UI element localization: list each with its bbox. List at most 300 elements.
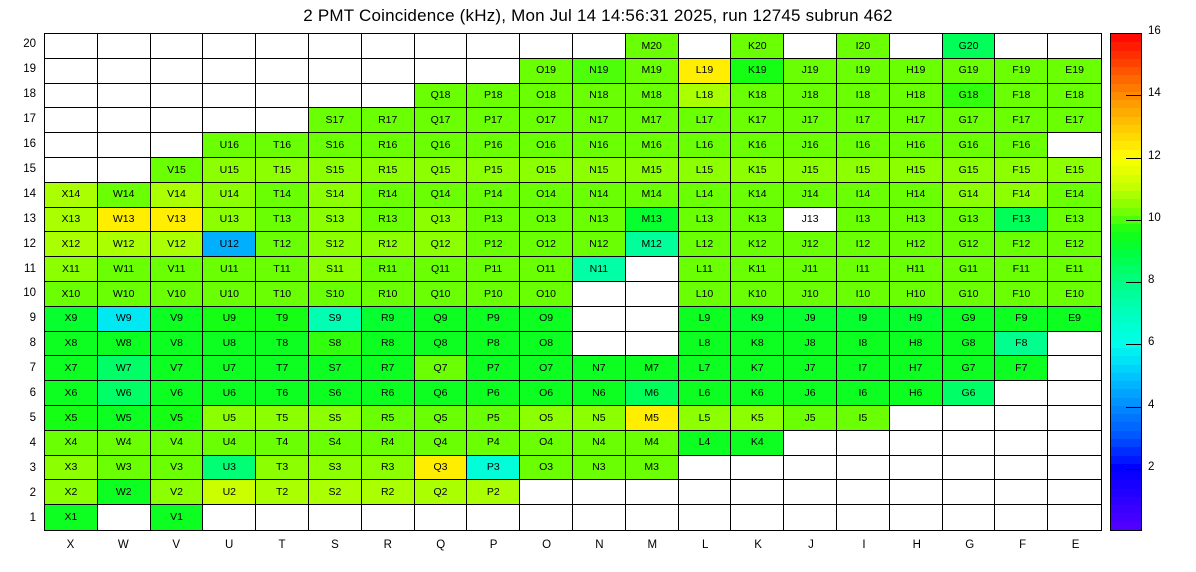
heatmap-cell-k10[interactable]: K10 — [731, 282, 784, 307]
heatmap-cell-r8[interactable]: R8 — [362, 332, 415, 357]
heatmap-cell-s9[interactable]: S9 — [309, 307, 362, 332]
heatmap-cell-f16[interactable]: F16 — [995, 133, 1048, 158]
heatmap-cell-l15[interactable]: L15 — [679, 158, 732, 183]
heatmap-cell-g14[interactable]: G14 — [943, 183, 996, 208]
heatmap-cell-h10[interactable]: H10 — [890, 282, 943, 307]
heatmap-cell-k16[interactable]: K16 — [731, 133, 784, 158]
heatmap-cell-f13[interactable]: F13 — [995, 208, 1048, 233]
heatmap-cell-m6[interactable]: M6 — [626, 381, 679, 406]
heatmap-cell-v9[interactable]: V9 — [151, 307, 204, 332]
heatmap-cell-i16[interactable]: I16 — [837, 133, 890, 158]
heatmap-cell-q12[interactable]: Q12 — [415, 232, 468, 257]
heatmap-cell-empty — [943, 406, 996, 431]
heatmap-cell-p15[interactable]: P15 — [467, 158, 520, 183]
heatmap-cell-g12[interactable]: G12 — [943, 232, 996, 257]
heatmap-cell-p18[interactable]: P18 — [467, 84, 520, 109]
heatmap-cell-j9[interactable]: J9 — [784, 307, 837, 332]
heatmap-cell-t3[interactable]: T3 — [256, 456, 309, 481]
heatmap-cell-i8[interactable]: I8 — [837, 332, 890, 357]
heatmap-cell-w7[interactable]: W7 — [98, 356, 151, 381]
heatmap-cell-o11[interactable]: O11 — [520, 257, 573, 282]
heatmap-cell-u16[interactable]: U16 — [203, 133, 256, 158]
heatmap-cell-n17[interactable]: N17 — [573, 108, 626, 133]
heatmap-cell-x13[interactable]: X13 — [45, 208, 98, 233]
heatmap-cell-q16[interactable]: Q16 — [415, 133, 468, 158]
heatmap-cell-q9[interactable]: Q9 — [415, 307, 468, 332]
heatmap-cell-q11[interactable]: Q11 — [415, 257, 468, 282]
heatmap-cell-p13[interactable]: P13 — [467, 208, 520, 233]
heatmap-cell-f14[interactable]: F14 — [995, 183, 1048, 208]
heatmap-cell-s4[interactable]: S4 — [309, 431, 362, 456]
heatmap-cell-g19[interactable]: G19 — [943, 59, 996, 84]
heatmap-cell-p3[interactable]: P3 — [467, 456, 520, 481]
heatmap-cell-v2[interactable]: V2 — [151, 480, 204, 505]
heatmap-cell-g15[interactable]: G15 — [943, 158, 996, 183]
heatmap-cell-e11[interactable]: E11 — [1048, 257, 1101, 282]
heatmap-cell-s6[interactable]: S6 — [309, 381, 362, 406]
heatmap-cell-k18[interactable]: K18 — [731, 84, 784, 109]
heatmap-cell-i5[interactable]: I5 — [837, 406, 890, 431]
heatmap-cell-r16[interactable]: R16 — [362, 133, 415, 158]
heatmap-cell-i19[interactable]: I19 — [837, 59, 890, 84]
heatmap-cell-x9[interactable]: X9 — [45, 307, 98, 332]
heatmap-cell-m19[interactable]: M19 — [626, 59, 679, 84]
heatmap-cell-h18[interactable]: H18 — [890, 84, 943, 109]
heatmap-cell-s14[interactable]: S14 — [309, 183, 362, 208]
heatmap-cell-k4[interactable]: K4 — [731, 431, 784, 456]
heatmap-cell-g13[interactable]: G13 — [943, 208, 996, 233]
heatmap-cell-u10[interactable]: U10 — [203, 282, 256, 307]
heatmap-cell-s8[interactable]: S8 — [309, 332, 362, 357]
heatmap-cell-q15[interactable]: Q15 — [415, 158, 468, 183]
heatmap-cell-l19[interactable]: L19 — [679, 59, 732, 84]
heatmap-cell-l16[interactable]: L16 — [679, 133, 732, 158]
heatmap-cell-x14[interactable]: X14 — [45, 183, 98, 208]
heatmap-cell-h11[interactable]: H11 — [890, 257, 943, 282]
heatmap-cell-w3[interactable]: W3 — [98, 456, 151, 481]
heatmap-cell-t13[interactable]: T13 — [256, 208, 309, 233]
heatmap-cell-x11[interactable]: X11 — [45, 257, 98, 282]
heatmap-cell-r10[interactable]: R10 — [362, 282, 415, 307]
heatmap-cell-n4[interactable]: N4 — [573, 431, 626, 456]
heatmap-cell-x5[interactable]: X5 — [45, 406, 98, 431]
heatmap-cell-o12[interactable]: O12 — [520, 232, 573, 257]
heatmap-cell-k7[interactable]: K7 — [731, 356, 784, 381]
heatmap-cell-j14[interactable]: J14 — [784, 183, 837, 208]
heatmap-cell-g6[interactable]: G6 — [943, 381, 996, 406]
heatmap-cell-x10[interactable]: X10 — [45, 282, 98, 307]
heatmap-cell-l17[interactable]: L17 — [679, 108, 732, 133]
heatmap-cell-o18[interactable]: O18 — [520, 84, 573, 109]
heatmap-cell-v5[interactable]: V5 — [151, 406, 204, 431]
heatmap-cell-j15[interactable]: J15 — [784, 158, 837, 183]
heatmap-cell-t4[interactable]: T4 — [256, 431, 309, 456]
heatmap-cell-l9[interactable]: L9 — [679, 307, 732, 332]
heatmap-cell-i17[interactable]: I17 — [837, 108, 890, 133]
heatmap-cell-s17[interactable]: S17 — [309, 108, 362, 133]
heatmap-cell-p11[interactable]: P11 — [467, 257, 520, 282]
heatmap-cell-i9[interactable]: I9 — [837, 307, 890, 332]
heatmap-cell-k13[interactable]: K13 — [731, 208, 784, 233]
heatmap-cell-w2[interactable]: W2 — [98, 480, 151, 505]
heatmap-cell-p4[interactable]: P4 — [467, 431, 520, 456]
heatmap-cell-h17[interactable]: H17 — [890, 108, 943, 133]
heatmap-cell-w4[interactable]: W4 — [98, 431, 151, 456]
heatmap-cell-f15[interactable]: F15 — [995, 158, 1048, 183]
heatmap-cell-k14[interactable]: K14 — [731, 183, 784, 208]
heatmap-cell-r7[interactable]: R7 — [362, 356, 415, 381]
heatmap-cell-s12[interactable]: S12 — [309, 232, 362, 257]
heatmap-cell-w12[interactable]: W12 — [98, 232, 151, 257]
heatmap-cell-l7[interactable]: L7 — [679, 356, 732, 381]
heatmap-cell-x2[interactable]: X2 — [45, 480, 98, 505]
heatmap-cell-o9[interactable]: O9 — [520, 307, 573, 332]
heatmap-cell-v15[interactable]: V15 — [151, 158, 204, 183]
heatmap-cell-g11[interactable]: G11 — [943, 257, 996, 282]
heatmap-cell-j18[interactable]: J18 — [784, 84, 837, 109]
heatmap-cell-n5[interactable]: N5 — [573, 406, 626, 431]
heatmap-cell-e18[interactable]: E18 — [1048, 84, 1101, 109]
heatmap-cell-q8[interactable]: Q8 — [415, 332, 468, 357]
heatmap-cell-h19[interactable]: H19 — [890, 59, 943, 84]
heatmap-cell-i7[interactable]: I7 — [837, 356, 890, 381]
heatmap-cell-e13[interactable]: E13 — [1048, 208, 1101, 233]
heatmap-cell-p7[interactable]: P7 — [467, 356, 520, 381]
heatmap-cell-o15[interactable]: O15 — [520, 158, 573, 183]
heatmap-cell-m4[interactable]: M4 — [626, 431, 679, 456]
heatmap-cell-h16[interactable]: H16 — [890, 133, 943, 158]
heatmap-cell-v1[interactable]: V1 — [151, 505, 204, 530]
heatmap-cell-u7[interactable]: U7 — [203, 356, 256, 381]
heatmap-cell-u13[interactable]: U13 — [203, 208, 256, 233]
heatmap-cell-s5[interactable]: S5 — [309, 406, 362, 431]
heatmap-cell-l13[interactable]: L13 — [679, 208, 732, 233]
heatmap-cell-g18[interactable]: G18 — [943, 84, 996, 109]
heatmap-cell-f19[interactable]: F19 — [995, 59, 1048, 84]
heatmap-cell-m20[interactable]: M20 — [626, 34, 679, 59]
heatmap-cell-w14[interactable]: W14 — [98, 183, 151, 208]
heatmap-cell-i11[interactable]: I11 — [837, 257, 890, 282]
heatmap-cell-s15[interactable]: S15 — [309, 158, 362, 183]
heatmap-cell-s2[interactable]: S2 — [309, 480, 362, 505]
heatmap-cell-l10[interactable]: L10 — [679, 282, 732, 307]
heatmap-cell-u9[interactable]: U9 — [203, 307, 256, 332]
heatmap-cell-i10[interactable]: I10 — [837, 282, 890, 307]
heatmap-cell-m16[interactable]: M16 — [626, 133, 679, 158]
heatmap-cell-o5[interactable]: O5 — [520, 406, 573, 431]
heatmap-cell-m14[interactable]: M14 — [626, 183, 679, 208]
heatmap-cell-i15[interactable]: I15 — [837, 158, 890, 183]
heatmap-cell-m5[interactable]: M5 — [626, 406, 679, 431]
heatmap-cell-r9[interactable]: R9 — [362, 307, 415, 332]
heatmap-cell-n15[interactable]: N15 — [573, 158, 626, 183]
heatmap-cell-g7[interactable]: G7 — [943, 356, 996, 381]
heatmap-cell-h6[interactable]: H6 — [890, 381, 943, 406]
heatmap-cell-r13[interactable]: R13 — [362, 208, 415, 233]
heatmap-cell-q5[interactable]: Q5 — [415, 406, 468, 431]
heatmap-cell-o17[interactable]: O17 — [520, 108, 573, 133]
heatmap-cell-h8[interactable]: H8 — [890, 332, 943, 357]
heatmap-cell-n3[interactable]: N3 — [573, 456, 626, 481]
heatmap-cell-k11[interactable]: K11 — [731, 257, 784, 282]
heatmap-cell-o13[interactable]: O13 — [520, 208, 573, 233]
heatmap-cell-q6[interactable]: Q6 — [415, 381, 468, 406]
heatmap-cell-e9[interactable]: E9 — [1048, 307, 1101, 332]
heatmap-cell-r14[interactable]: R14 — [362, 183, 415, 208]
heatmap-cell-r2[interactable]: R2 — [362, 480, 415, 505]
heatmap-cell-t16[interactable]: T16 — [256, 133, 309, 158]
heatmap-cell-m12[interactable]: M12 — [626, 232, 679, 257]
heatmap-cell-v8[interactable]: V8 — [151, 332, 204, 357]
heatmap-cell-s16[interactable]: S16 — [309, 133, 362, 158]
heatmap-cell-e15[interactable]: E15 — [1048, 158, 1101, 183]
heatmap-cell-n6[interactable]: N6 — [573, 381, 626, 406]
heatmap-cell-v13[interactable]: V13 — [151, 208, 204, 233]
heatmap-cell-n16[interactable]: N16 — [573, 133, 626, 158]
heatmap-cell-k15[interactable]: K15 — [731, 158, 784, 183]
heatmap-cell-k8[interactable]: K8 — [731, 332, 784, 357]
heatmap-cell-o10[interactable]: O10 — [520, 282, 573, 307]
heatmap-cell-x4[interactable]: X4 — [45, 431, 98, 456]
heatmap-cell-j17[interactable]: J17 — [784, 108, 837, 133]
heatmap-cell-q2[interactable]: Q2 — [415, 480, 468, 505]
heatmap-cell-n13[interactable]: N13 — [573, 208, 626, 233]
heatmap-cell-r4[interactable]: R4 — [362, 431, 415, 456]
heatmap-cell-t6[interactable]: T6 — [256, 381, 309, 406]
heatmap-cell-n18[interactable]: N18 — [573, 84, 626, 109]
heatmap-cell-k9[interactable]: K9 — [731, 307, 784, 332]
heatmap-cell-h14[interactable]: H14 — [890, 183, 943, 208]
heatmap-cell-w5[interactable]: W5 — [98, 406, 151, 431]
heatmap-cell-o4[interactable]: O4 — [520, 431, 573, 456]
heatmap-cell-k20[interactable]: K20 — [731, 34, 784, 59]
heatmap-cell-x1[interactable]: X1 — [45, 505, 98, 530]
heatmap-cell-i14[interactable]: I14 — [837, 183, 890, 208]
heatmap-cell-s13[interactable]: S13 — [309, 208, 362, 233]
heatmap-cell-l8[interactable]: L8 — [679, 332, 732, 357]
heatmap-cell-n7[interactable]: N7 — [573, 356, 626, 381]
heatmap-cell-m17[interactable]: M17 — [626, 108, 679, 133]
heatmap-cell-u11[interactable]: U11 — [203, 257, 256, 282]
heatmap-cell-m3[interactable]: M3 — [626, 456, 679, 481]
heatmap-cell-s7[interactable]: S7 — [309, 356, 362, 381]
heatmap-cell-j12[interactable]: J12 — [784, 232, 837, 257]
heatmap-cell-f17[interactable]: F17 — [995, 108, 1048, 133]
heatmap-cell-w11[interactable]: W11 — [98, 257, 151, 282]
heatmap-cell-i18[interactable]: I18 — [837, 84, 890, 109]
heatmap-cell-k5[interactable]: K5 — [731, 406, 784, 431]
heatmap-cell-u8[interactable]: U8 — [203, 332, 256, 357]
heatmap-cell-p8[interactable]: P8 — [467, 332, 520, 357]
heatmap-cell-j16[interactable]: J16 — [784, 133, 837, 158]
heatmap-cell-f9[interactable]: F9 — [995, 307, 1048, 332]
heatmap-cell-s3[interactable]: S3 — [309, 456, 362, 481]
heatmap-cell-o8[interactable]: O8 — [520, 332, 573, 357]
heatmap-cell-p2[interactable]: P2 — [467, 480, 520, 505]
heatmap-cell-x8[interactable]: X8 — [45, 332, 98, 357]
heatmap-cell-p16[interactable]: P16 — [467, 133, 520, 158]
heatmap-cell-h12[interactable]: H12 — [890, 232, 943, 257]
heatmap-cell-r11[interactable]: R11 — [362, 257, 415, 282]
heatmap-cell-g10[interactable]: G10 — [943, 282, 996, 307]
heatmap-cell-j6[interactable]: J6 — [784, 381, 837, 406]
heatmap-cell-f8[interactable]: F8 — [995, 332, 1048, 357]
heatmap-cell-l4[interactable]: L4 — [679, 431, 732, 456]
heatmap-cell-l18[interactable]: L18 — [679, 84, 732, 109]
heatmap-cell-u15[interactable]: U15 — [203, 158, 256, 183]
heatmap-cell-k19[interactable]: K19 — [731, 59, 784, 84]
heatmap-cell-n11[interactable]: N11 — [573, 257, 626, 282]
heatmap-cell-v14[interactable]: V14 — [151, 183, 204, 208]
heatmap-cell-t11[interactable]: T11 — [256, 257, 309, 282]
heatmap-cell-p9[interactable]: P9 — [467, 307, 520, 332]
heatmap-cell-q17[interactable]: Q17 — [415, 108, 468, 133]
heatmap-cell-o7[interactable]: O7 — [520, 356, 573, 381]
heatmap-cell-q7[interactable]: Q7 — [415, 356, 468, 381]
heatmap-cell-f12[interactable]: F12 — [995, 232, 1048, 257]
heatmap-cell-o14[interactable]: O14 — [520, 183, 573, 208]
heatmap-cell-n14[interactable]: N14 — [573, 183, 626, 208]
heatmap-cell-e14[interactable]: E14 — [1048, 183, 1101, 208]
heatmap-cell-v10[interactable]: V10 — [151, 282, 204, 307]
heatmap-cell-o6[interactable]: O6 — [520, 381, 573, 406]
heatmap-cell-g8[interactable]: G8 — [943, 332, 996, 357]
heatmap-cell-j5[interactable]: J5 — [784, 406, 837, 431]
heatmap-cell-w10[interactable]: W10 — [98, 282, 151, 307]
heatmap-cell-w9[interactable]: W9 — [98, 307, 151, 332]
heatmap-cell-j8[interactable]: J8 — [784, 332, 837, 357]
heatmap-cell-u14[interactable]: U14 — [203, 183, 256, 208]
heatmap-cell-f11[interactable]: F11 — [995, 257, 1048, 282]
heatmap-cell-p5[interactable]: P5 — [467, 406, 520, 431]
heatmap-cell-l14[interactable]: L14 — [679, 183, 732, 208]
heatmap-cell-l6[interactable]: L6 — [679, 381, 732, 406]
heatmap-cell-j13[interactable]: J13 — [784, 208, 837, 233]
heatmap-cell-q10[interactable]: Q10 — [415, 282, 468, 307]
heatmap-cell-r3[interactable]: R3 — [362, 456, 415, 481]
heatmap-cell-i13[interactable]: I13 — [837, 208, 890, 233]
heatmap-cell-v11[interactable]: V11 — [151, 257, 204, 282]
heatmap-cell-u3[interactable]: U3 — [203, 456, 256, 481]
heatmap-cell-x12[interactable]: X12 — [45, 232, 98, 257]
heatmap-cell-k12[interactable]: K12 — [731, 232, 784, 257]
heatmap-cell-r17[interactable]: R17 — [362, 108, 415, 133]
heatmap-cell-t2[interactable]: T2 — [256, 480, 309, 505]
heatmap-cell-p12[interactable]: P12 — [467, 232, 520, 257]
heatmap-cell-h13[interactable]: H13 — [890, 208, 943, 233]
heatmap-cell-m13[interactable]: M13 — [626, 208, 679, 233]
heatmap-cell-x3[interactable]: X3 — [45, 456, 98, 481]
heatmap-cell-l11[interactable]: L11 — [679, 257, 732, 282]
heatmap-cell-i6[interactable]: I6 — [837, 381, 890, 406]
heatmap-cell-x7[interactable]: X7 — [45, 356, 98, 381]
heatmap-cell-f18[interactable]: F18 — [995, 84, 1048, 109]
heatmap-cell-u2[interactable]: U2 — [203, 480, 256, 505]
heatmap-cell-r12[interactable]: R12 — [362, 232, 415, 257]
heatmap-cell-t7[interactable]: T7 — [256, 356, 309, 381]
heatmap-cell-g9[interactable]: G9 — [943, 307, 996, 332]
heatmap-cell-t10[interactable]: T10 — [256, 282, 309, 307]
heatmap-cell-o3[interactable]: O3 — [520, 456, 573, 481]
heatmap-cell-m18[interactable]: M18 — [626, 84, 679, 109]
heatmap-cell-r6[interactable]: R6 — [362, 381, 415, 406]
heatmap-cell-o16[interactable]: O16 — [520, 133, 573, 158]
heatmap-cell-l5[interactable]: L5 — [679, 406, 732, 431]
heatmap-cell-w6[interactable]: W6 — [98, 381, 151, 406]
heatmap-cell-h9[interactable]: H9 — [890, 307, 943, 332]
heatmap-cell-q3[interactable]: Q3 — [415, 456, 468, 481]
heatmap-cell-j11[interactable]: J11 — [784, 257, 837, 282]
heatmap-cell-v12[interactable]: V12 — [151, 232, 204, 257]
heatmap-cell-p10[interactable]: P10 — [467, 282, 520, 307]
heatmap-cell-i20[interactable]: I20 — [837, 34, 890, 59]
heatmap-cell-h7[interactable]: H7 — [890, 356, 943, 381]
heatmap-cell-v7[interactable]: V7 — [151, 356, 204, 381]
heatmap-cell-q4[interactable]: Q4 — [415, 431, 468, 456]
heatmap-cell-f10[interactable]: F10 — [995, 282, 1048, 307]
heatmap-cell-o19[interactable]: O19 — [520, 59, 573, 84]
heatmap-cell-q13[interactable]: Q13 — [415, 208, 468, 233]
heatmap-cell-w8[interactable]: W8 — [98, 332, 151, 357]
heatmap-cell-v4[interactable]: V4 — [151, 431, 204, 456]
heatmap-cell-x6[interactable]: X6 — [45, 381, 98, 406]
heatmap-cell-q14[interactable]: Q14 — [415, 183, 468, 208]
heatmap-cell-j7[interactable]: J7 — [784, 356, 837, 381]
heatmap-cell-j10[interactable]: J10 — [784, 282, 837, 307]
heatmap-cell-p14[interactable]: P14 — [467, 183, 520, 208]
heatmap-cell-u5[interactable]: U5 — [203, 406, 256, 431]
heatmap-cell-f7[interactable]: F7 — [995, 356, 1048, 381]
heatmap-cell-l12[interactable]: L12 — [679, 232, 732, 257]
heatmap-cell-t8[interactable]: T8 — [256, 332, 309, 357]
heatmap-cell-e19[interactable]: E19 — [1048, 59, 1101, 84]
heatmap-cell-m15[interactable]: M15 — [626, 158, 679, 183]
heatmap-cell-j19[interactable]: J19 — [784, 59, 837, 84]
heatmap-cell-t14[interactable]: T14 — [256, 183, 309, 208]
heatmap-cell-t15[interactable]: T15 — [256, 158, 309, 183]
heatmap-cell-e10[interactable]: E10 — [1048, 282, 1101, 307]
heatmap-cell-v6[interactable]: V6 — [151, 381, 204, 406]
heatmap-cell-v3[interactable]: V3 — [151, 456, 204, 481]
heatmap-cell-r15[interactable]: R15 — [362, 158, 415, 183]
heatmap-cell-g16[interactable]: G16 — [943, 133, 996, 158]
heatmap-cell-n19[interactable]: N19 — [573, 59, 626, 84]
heatmap-cell-k6[interactable]: K6 — [731, 381, 784, 406]
heatmap-cell-t9[interactable]: T9 — [256, 307, 309, 332]
heatmap-cell-g20[interactable]: G20 — [943, 34, 996, 59]
heatmap-cell-s11[interactable]: S11 — [309, 257, 362, 282]
heatmap-cell-m7[interactable]: M7 — [626, 356, 679, 381]
heatmap-cell-h15[interactable]: H15 — [890, 158, 943, 183]
heatmap-cell-i12[interactable]: I12 — [837, 232, 890, 257]
heatmap-cell-t5[interactable]: T5 — [256, 406, 309, 431]
heatmap-cell-e17[interactable]: E17 — [1048, 108, 1101, 133]
heatmap-cell-r5[interactable]: R5 — [362, 406, 415, 431]
heatmap-cell-t12[interactable]: T12 — [256, 232, 309, 257]
heatmap-cell-u4[interactable]: U4 — [203, 431, 256, 456]
heatmap-cell-q18[interactable]: Q18 — [415, 84, 468, 109]
heatmap-cell-p17[interactable]: P17 — [467, 108, 520, 133]
heatmap-cell-p6[interactable]: P6 — [467, 381, 520, 406]
heatmap-cell-n12[interactable]: N12 — [573, 232, 626, 257]
heatmap-cell-u6[interactable]: U6 — [203, 381, 256, 406]
heatmap-cell-u12[interactable]: U12 — [203, 232, 256, 257]
heatmap-cell-k17[interactable]: K17 — [731, 108, 784, 133]
heatmap-cell-w13[interactable]: W13 — [98, 208, 151, 233]
heatmap-cell-e12[interactable]: E12 — [1048, 232, 1101, 257]
heatmap-cell-g17[interactable]: G17 — [943, 108, 996, 133]
heatmap-cell-s10[interactable]: S10 — [309, 282, 362, 307]
